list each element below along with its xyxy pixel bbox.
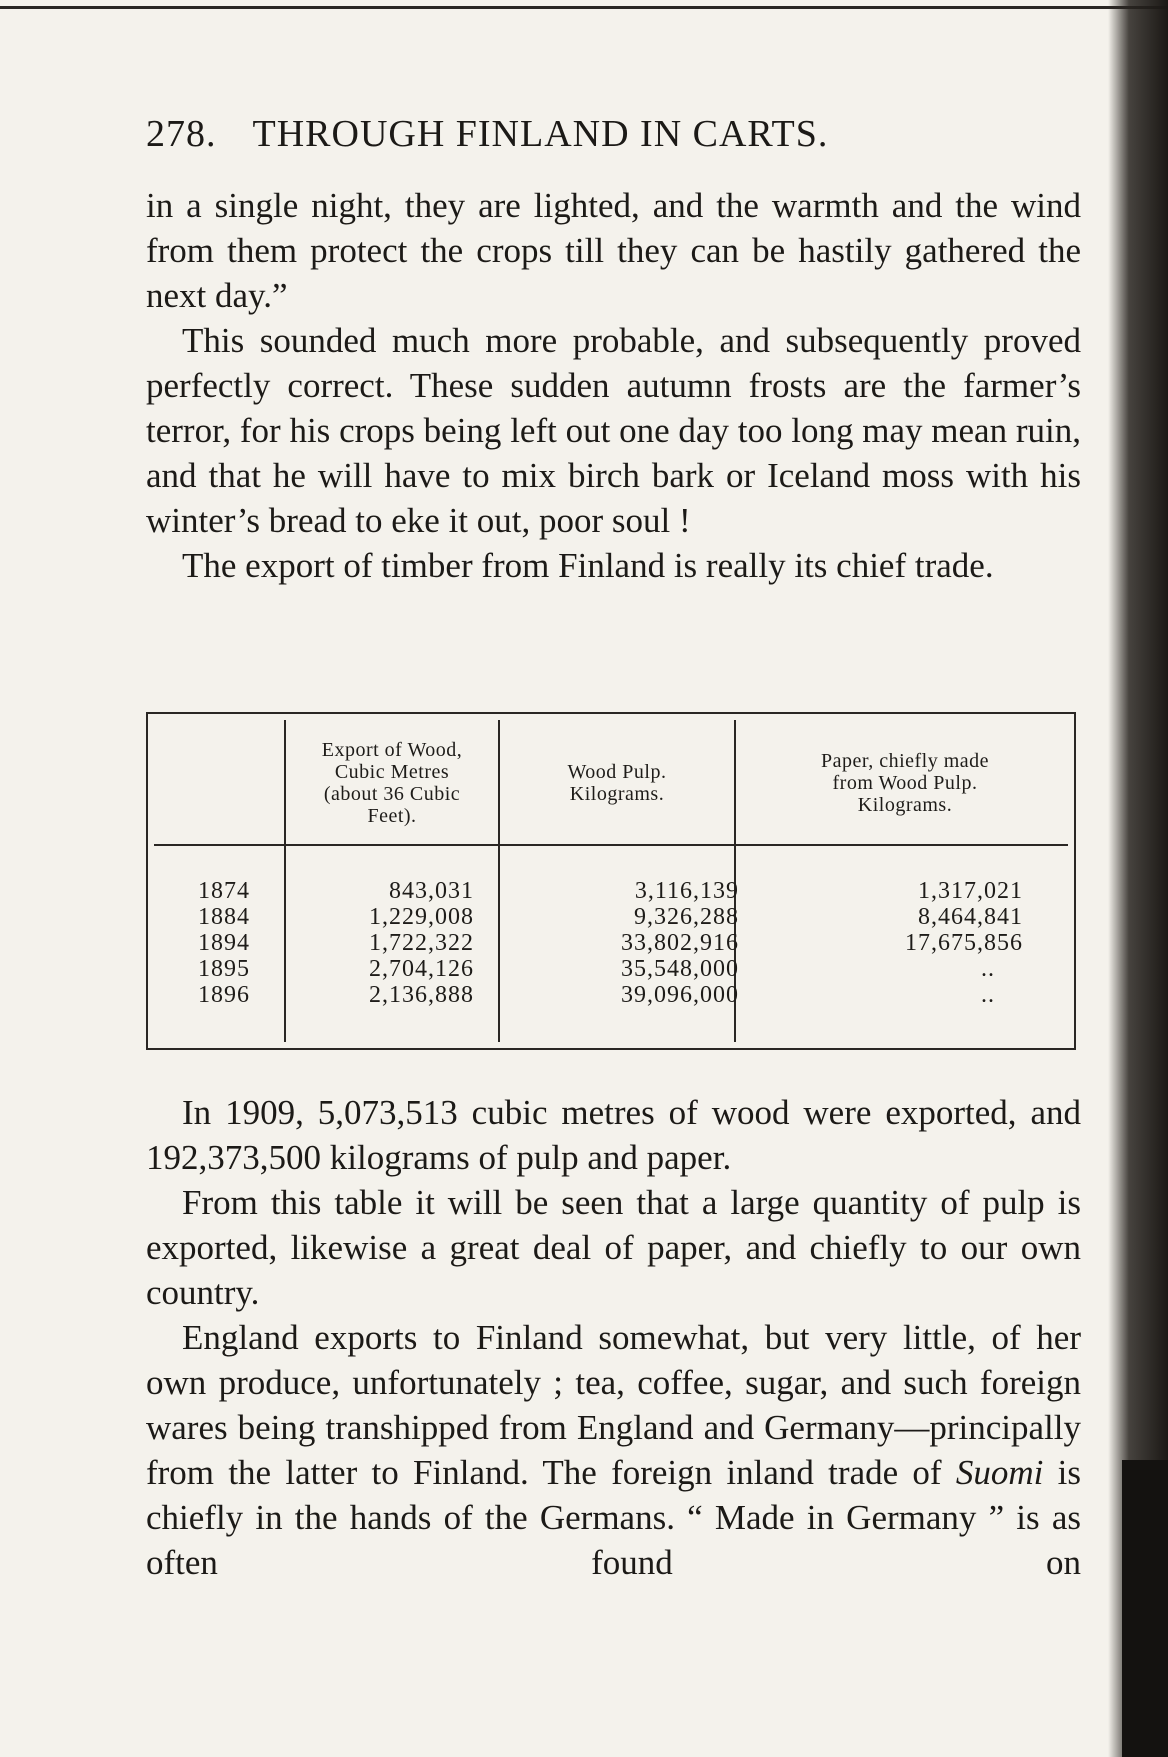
paragraph: The export of timber from Finland is really its chief trade. xyxy=(182,546,994,585)
paragraph: This sounded much more probable, and subsequently proved perfectly correct. These sudden autumn frosts are the farmer’s terror, for his crops being left out one day too long may mean ruin, and that he will have to mix birch bark or Iceland moss with his winter’s bread to eke it out, poor soul ! xyxy=(146,321,1081,540)
paper-column xyxy=(868,878,1023,1008)
table-cell: 17,675,856 xyxy=(905,930,1023,956)
table-cell: .. xyxy=(981,956,995,982)
table-cell: 1874 xyxy=(198,878,250,904)
paragraph: England exports to Finland somewhat, but very little, of her own produce, unfortunately ; tea, coffee, sugar, and such foreign wares being transhipped from England and Germany—principally from the latter to Finland. The foreign inland trade of Suomi is chiefly in the hands of the Germans. “ Made in Germany ” is as often found on xyxy=(146,1318,1081,1582)
book-title: THROUGH FINLAND IN CARTS. xyxy=(252,113,829,155)
header-wood-export: Export of Wood, Cubic Metres (about 36 Cubic Feet). xyxy=(321,739,463,827)
table-cell: 33,802,916 xyxy=(621,930,739,956)
table-cell: 9,326,288 xyxy=(634,904,739,930)
pulp-column xyxy=(584,878,739,1008)
table-cell: .. xyxy=(981,982,995,1008)
paragraph: From this table it will be seen that a large quantity of pulp is exported, likewise a great deal of paper, and chiefly to our own country. xyxy=(146,1183,1081,1312)
wood-column xyxy=(334,878,474,1008)
text-block-bottom xyxy=(146,1090,1081,1585)
paragraph: In 1909, 5,073,513 cubic metres of wood were exported, and 192,373,500 kilograms of pulp and paper. xyxy=(146,1093,1081,1177)
table-cell: 2,136,888 xyxy=(369,982,474,1008)
text-block-top xyxy=(146,183,1081,588)
table-cell: 843,031 xyxy=(389,878,474,904)
header-paper: Paper, chiefly made from Wood Pulp. Kilograms. xyxy=(820,750,990,816)
table-cell: 1896 xyxy=(198,982,250,1008)
running-head xyxy=(146,112,1096,160)
paragraph: in a single night, they are lighted, and the warmth and the wind from them protect the crops till they can be hastily gathered the next day.” xyxy=(146,186,1081,315)
italic-word: Suomi xyxy=(955,1453,1044,1492)
table-cell: 1,722,322 xyxy=(369,930,474,956)
table-cell: 8,464,841 xyxy=(918,904,1023,930)
table-cell: 1895 xyxy=(198,956,250,982)
year-column xyxy=(198,878,288,1008)
page-number: 278. xyxy=(146,113,217,155)
table-cell: 2,704,126 xyxy=(369,956,474,982)
header-year xyxy=(148,728,284,838)
header-wood-pulp: Wood Pulp. Kilograms. xyxy=(567,761,667,805)
table-cell: 1,317,021 xyxy=(918,878,1023,904)
table-cell: 35,548,000 xyxy=(621,956,739,982)
table-cell: 1894 xyxy=(198,930,250,956)
table-cell: 1884 xyxy=(198,904,250,930)
table-cell: 39,096,000 xyxy=(621,982,739,1008)
table-cell: 3,116,139 xyxy=(634,878,739,904)
export-table xyxy=(146,712,1076,1050)
table-cell: 1,229,008 xyxy=(369,904,474,930)
header-rule xyxy=(154,844,1068,846)
